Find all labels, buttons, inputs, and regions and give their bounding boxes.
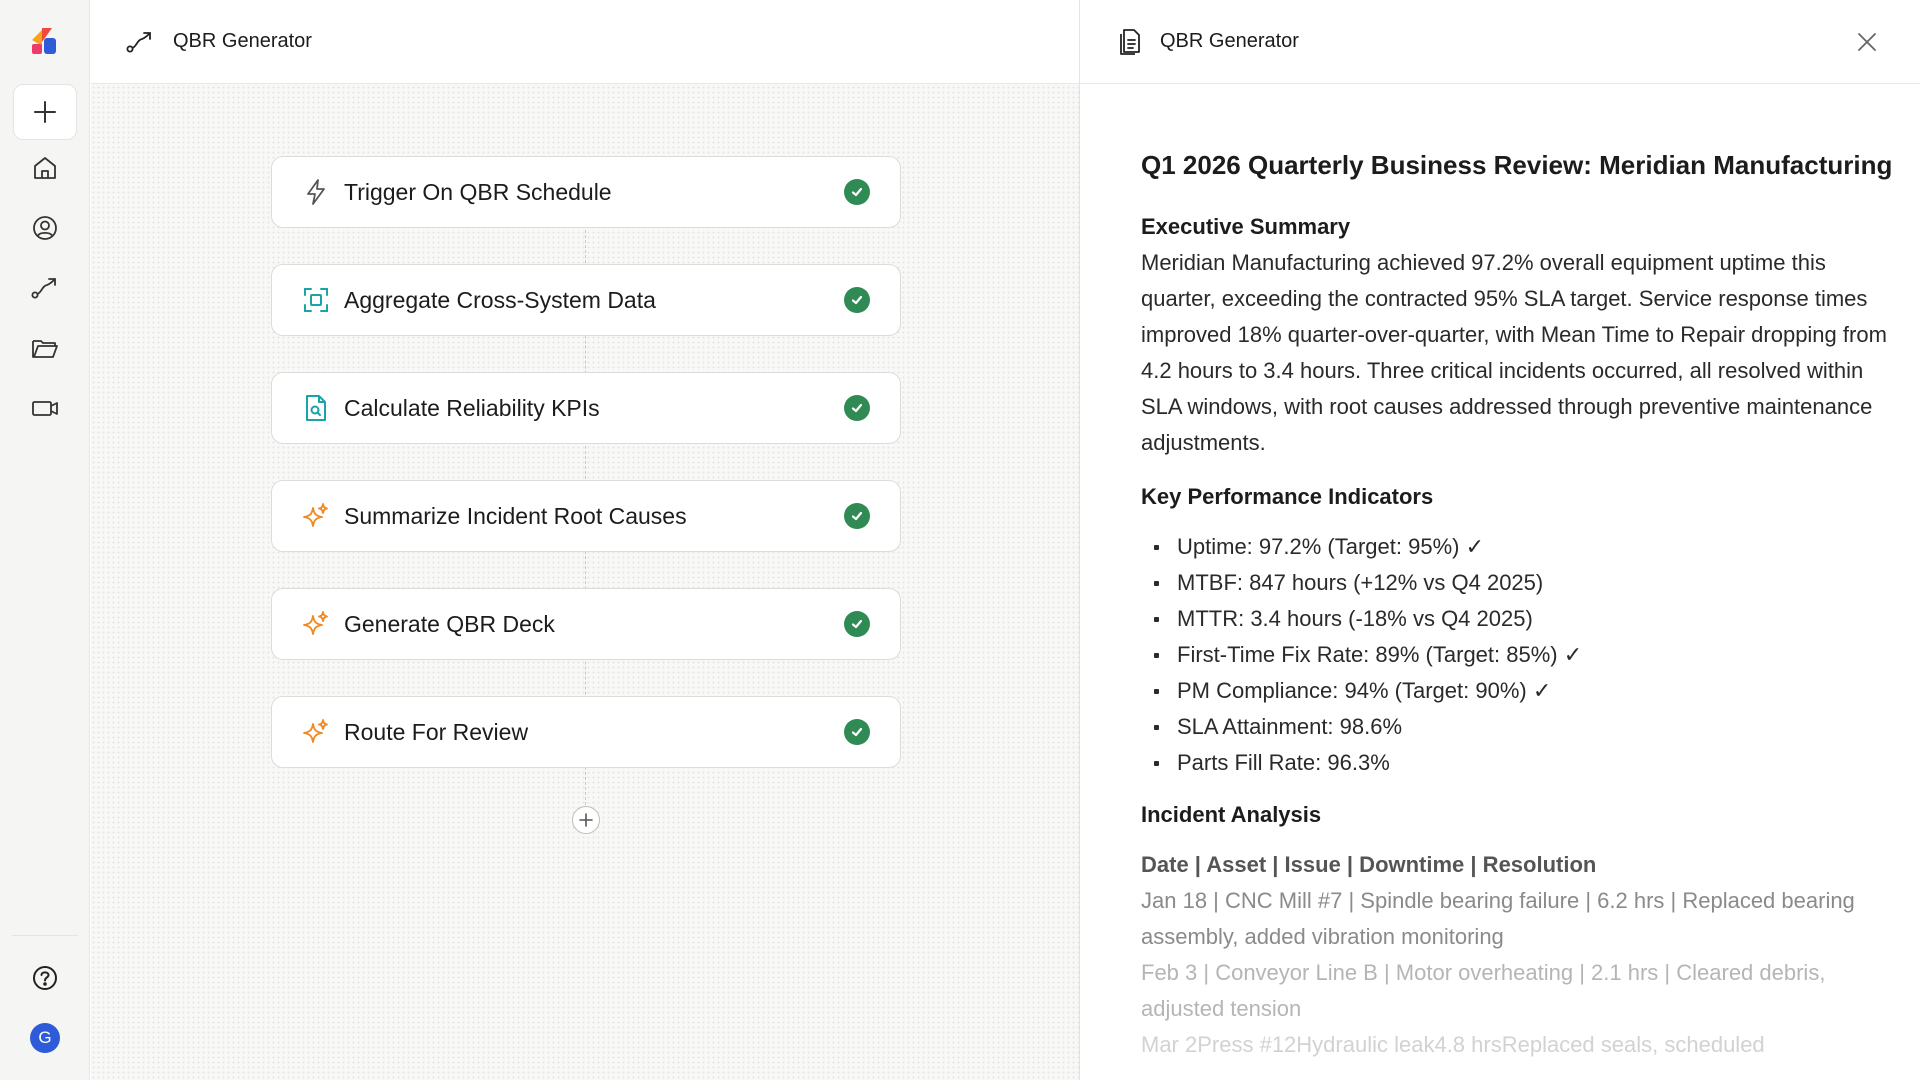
panel-title: QBR Generator [1160,30,1299,52]
user-circle-icon [31,214,59,242]
step-label: Summarize Incident Root Causes [344,502,687,529]
table-row: Feb 3 | Conveyor Line B | Motor overheating | 2.1 hrs | Cleared debris, adjusted tension [1141,960,1826,1021]
kpi-heading: Key Performance Indicators [1141,484,1434,509]
workflow-step[interactable] [271,480,901,552]
add-step-button[interactable] [572,806,600,834]
avatar[interactable]: G [30,1023,60,1053]
workflow-icon [125,28,155,56]
check-circle-icon [844,287,870,313]
folder-icon [30,334,60,362]
canvas-title: QBR Generator [173,30,312,52]
nav-home[interactable] [21,144,69,192]
table-header: Date | Asset | Issue | Downtime | Resolution [1141,852,1597,877]
sparkle-icon [302,718,330,746]
new-button[interactable] [13,84,77,140]
video-camera-icon [30,394,60,422]
nav-profile[interactable] [21,204,69,252]
plus-icon [32,99,58,125]
workflow-step[interactable] [271,156,901,228]
kpi-list [1141,529,1901,781]
workflow-canvas [91,0,1079,1080]
step-label: Route For Review [344,718,529,745]
nav-files[interactable] [21,324,69,372]
check-circle-icon [844,719,870,745]
executive-summary-heading: Executive Summary [1141,214,1351,239]
workflow-step[interactable] [271,264,901,336]
app-logo[interactable] [28,24,62,58]
list-item: PM Compliance: 94% (Target: 90%) ✓ [1141,673,1901,709]
rail-divider [12,935,78,936]
help-button[interactable] [21,954,69,1002]
canvas-header [91,0,1079,84]
incident-analysis-heading: Incident Analysis [1141,802,1322,827]
check-circle-icon [844,611,870,637]
sparkle-icon [302,502,330,530]
table-row: Jan 18 | CNC Mill #7 | Spindle bearing failure | 6.2 hrs | Replaced bearing assembly, added vibration monitoring [1141,888,1855,949]
close-icon [1857,32,1877,52]
nav-workflows[interactable] [21,264,69,312]
document-search-icon [302,394,330,422]
incident-table [1141,847,1901,1063]
home-icon [31,154,59,182]
document-title: Q1 2026 Quarterly Business Review: Meridian Manufacturing [1141,150,1893,180]
check-circle-icon [844,179,870,205]
executive-summary-text: Meridian Manufacturing achieved 97.2% overall equipment uptime this quarter, exceeding the contracted 95% SLA target. Service response times improved 18% quarter-over-quarter, with Mean Time to Repair dropping from 4.2 hours to 3.4 hours. Three critical incidents occurred, all resolved within SLA windows, with root causes addressed through preventive maintenance adjustments. [1141,250,1887,455]
check-circle-icon [844,503,870,529]
sparkle-icon [302,610,330,638]
workflow-icon [30,274,60,302]
step-label: Aggregate Cross-System Data [344,286,656,313]
workflow-step[interactable] [271,696,901,768]
output-panel [1079,0,1920,1080]
list-item: First-Time Fix Rate: 89% (Target: 85%) ✓ [1141,637,1901,673]
document-icon [1118,28,1142,56]
list-item: MTBF: 847 hours (+12% vs Q4 2025) [1141,565,1901,601]
check-circle-icon [844,395,870,421]
list-item: Uptime: 97.2% (Target: 95%) ✓ [1141,529,1901,565]
qbr-document [1141,150,1901,1063]
left-rail [0,0,90,1080]
workflow-step[interactable] [271,372,901,444]
nav-video[interactable] [21,384,69,432]
close-button[interactable] [1853,28,1881,56]
step-label: Generate QBR Deck [344,610,555,637]
step-label: Calculate Reliability KPIs [344,394,600,421]
list-item: MTTR: 3.4 hours (-18% vs Q4 2025) [1141,601,1901,637]
list-item: SLA Attainment: 98.6% [1141,709,1901,745]
workflow-step[interactable] [271,588,901,660]
help-icon [31,964,59,992]
lightning-icon [302,178,330,206]
list-item: Parts Fill Rate: 96.3% [1141,745,1901,781]
step-label: Trigger On QBR Schedule [344,178,612,205]
table-row: Mar 2Press #12Hydraulic leak4.8 hrsReplaced seals, scheduled [1141,1032,1765,1057]
scan-icon [302,286,330,314]
plus-icon [579,813,593,827]
panel-header [1080,0,1920,84]
